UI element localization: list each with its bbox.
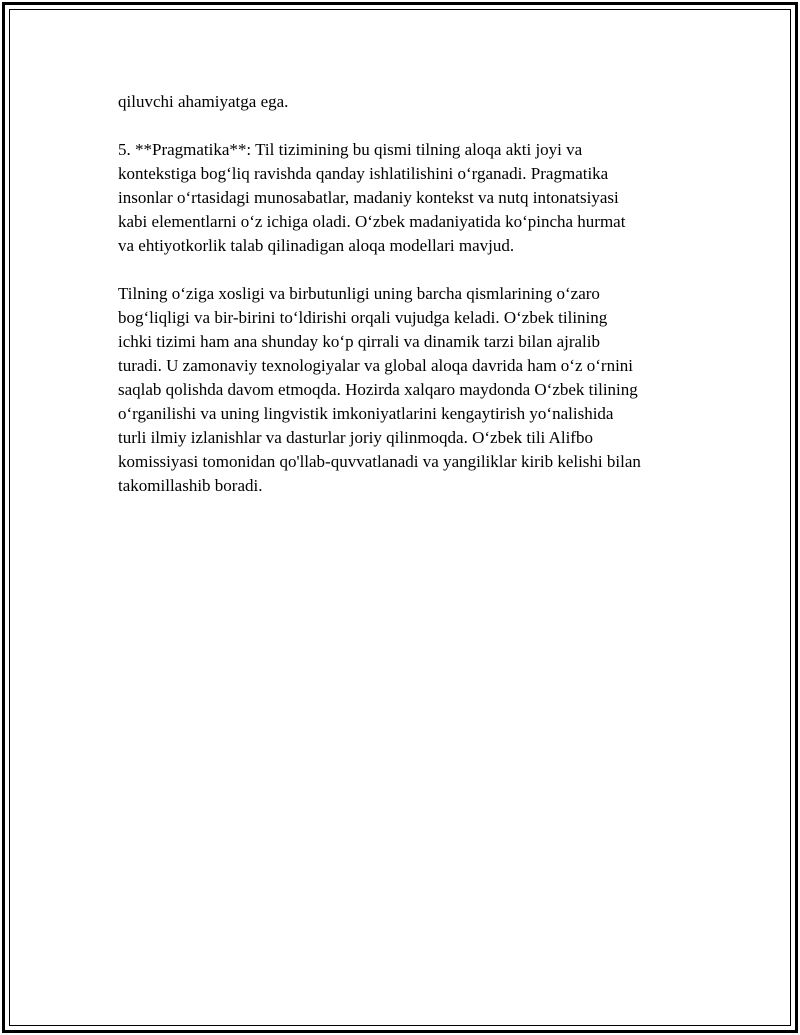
document-body	[118, 90, 698, 522]
paragraph-continuation: qiluvchi ahamiyatga ega.	[118, 92, 289, 111]
paragraph-pragmatika: 5. **Pragmatika**: Til tizimining bu qismi tilning aloqa akti joyi va kontekstiga bog‘liq ravishda qanday ishlatilishini o‘rganadi. Pragmatika insonlar o‘rtasidagi munosabatlar, madaniy kontekst va nutq intonatsiyasi kabi elementlarni o‘z ichiga oladi. O‘zbek madaniyatida ko‘pincha hurmat va ehtiyotkorlik talab qilinadigan aloqa modellari mavjud.	[118, 140, 626, 255]
paragraph-conclusion: Tilning o‘ziga xosligi va birbutunligi uning barcha qismlarining o‘zaro bog‘liqligi va bir-birini to‘ldirishi orqali vujudga keladi. O‘zbek tilining ichki tizimi ham ana shunday ko‘p qirrali va dinamik tarzi bilan ajralib turadi. U zamonaviy texnologiyalar va global aloqa davrida ham o‘z o‘rnini saqlab qolishda davom etmoqda. Hozirda xalqaro maydonda O‘zbek tilining o‘rganilishi va uning lingvistik imkoniyatlarini kengaytirish yo‘nalishida turli ilmiy izlanishlar va dasturlar joriy qilinmoqda. O‘zbek tili Alifbo komissiyasi tomonidan qo'llab-quvvatlanadi va yangiliklar kirib kelishi bilan takomillashib boradi.	[118, 284, 641, 495]
